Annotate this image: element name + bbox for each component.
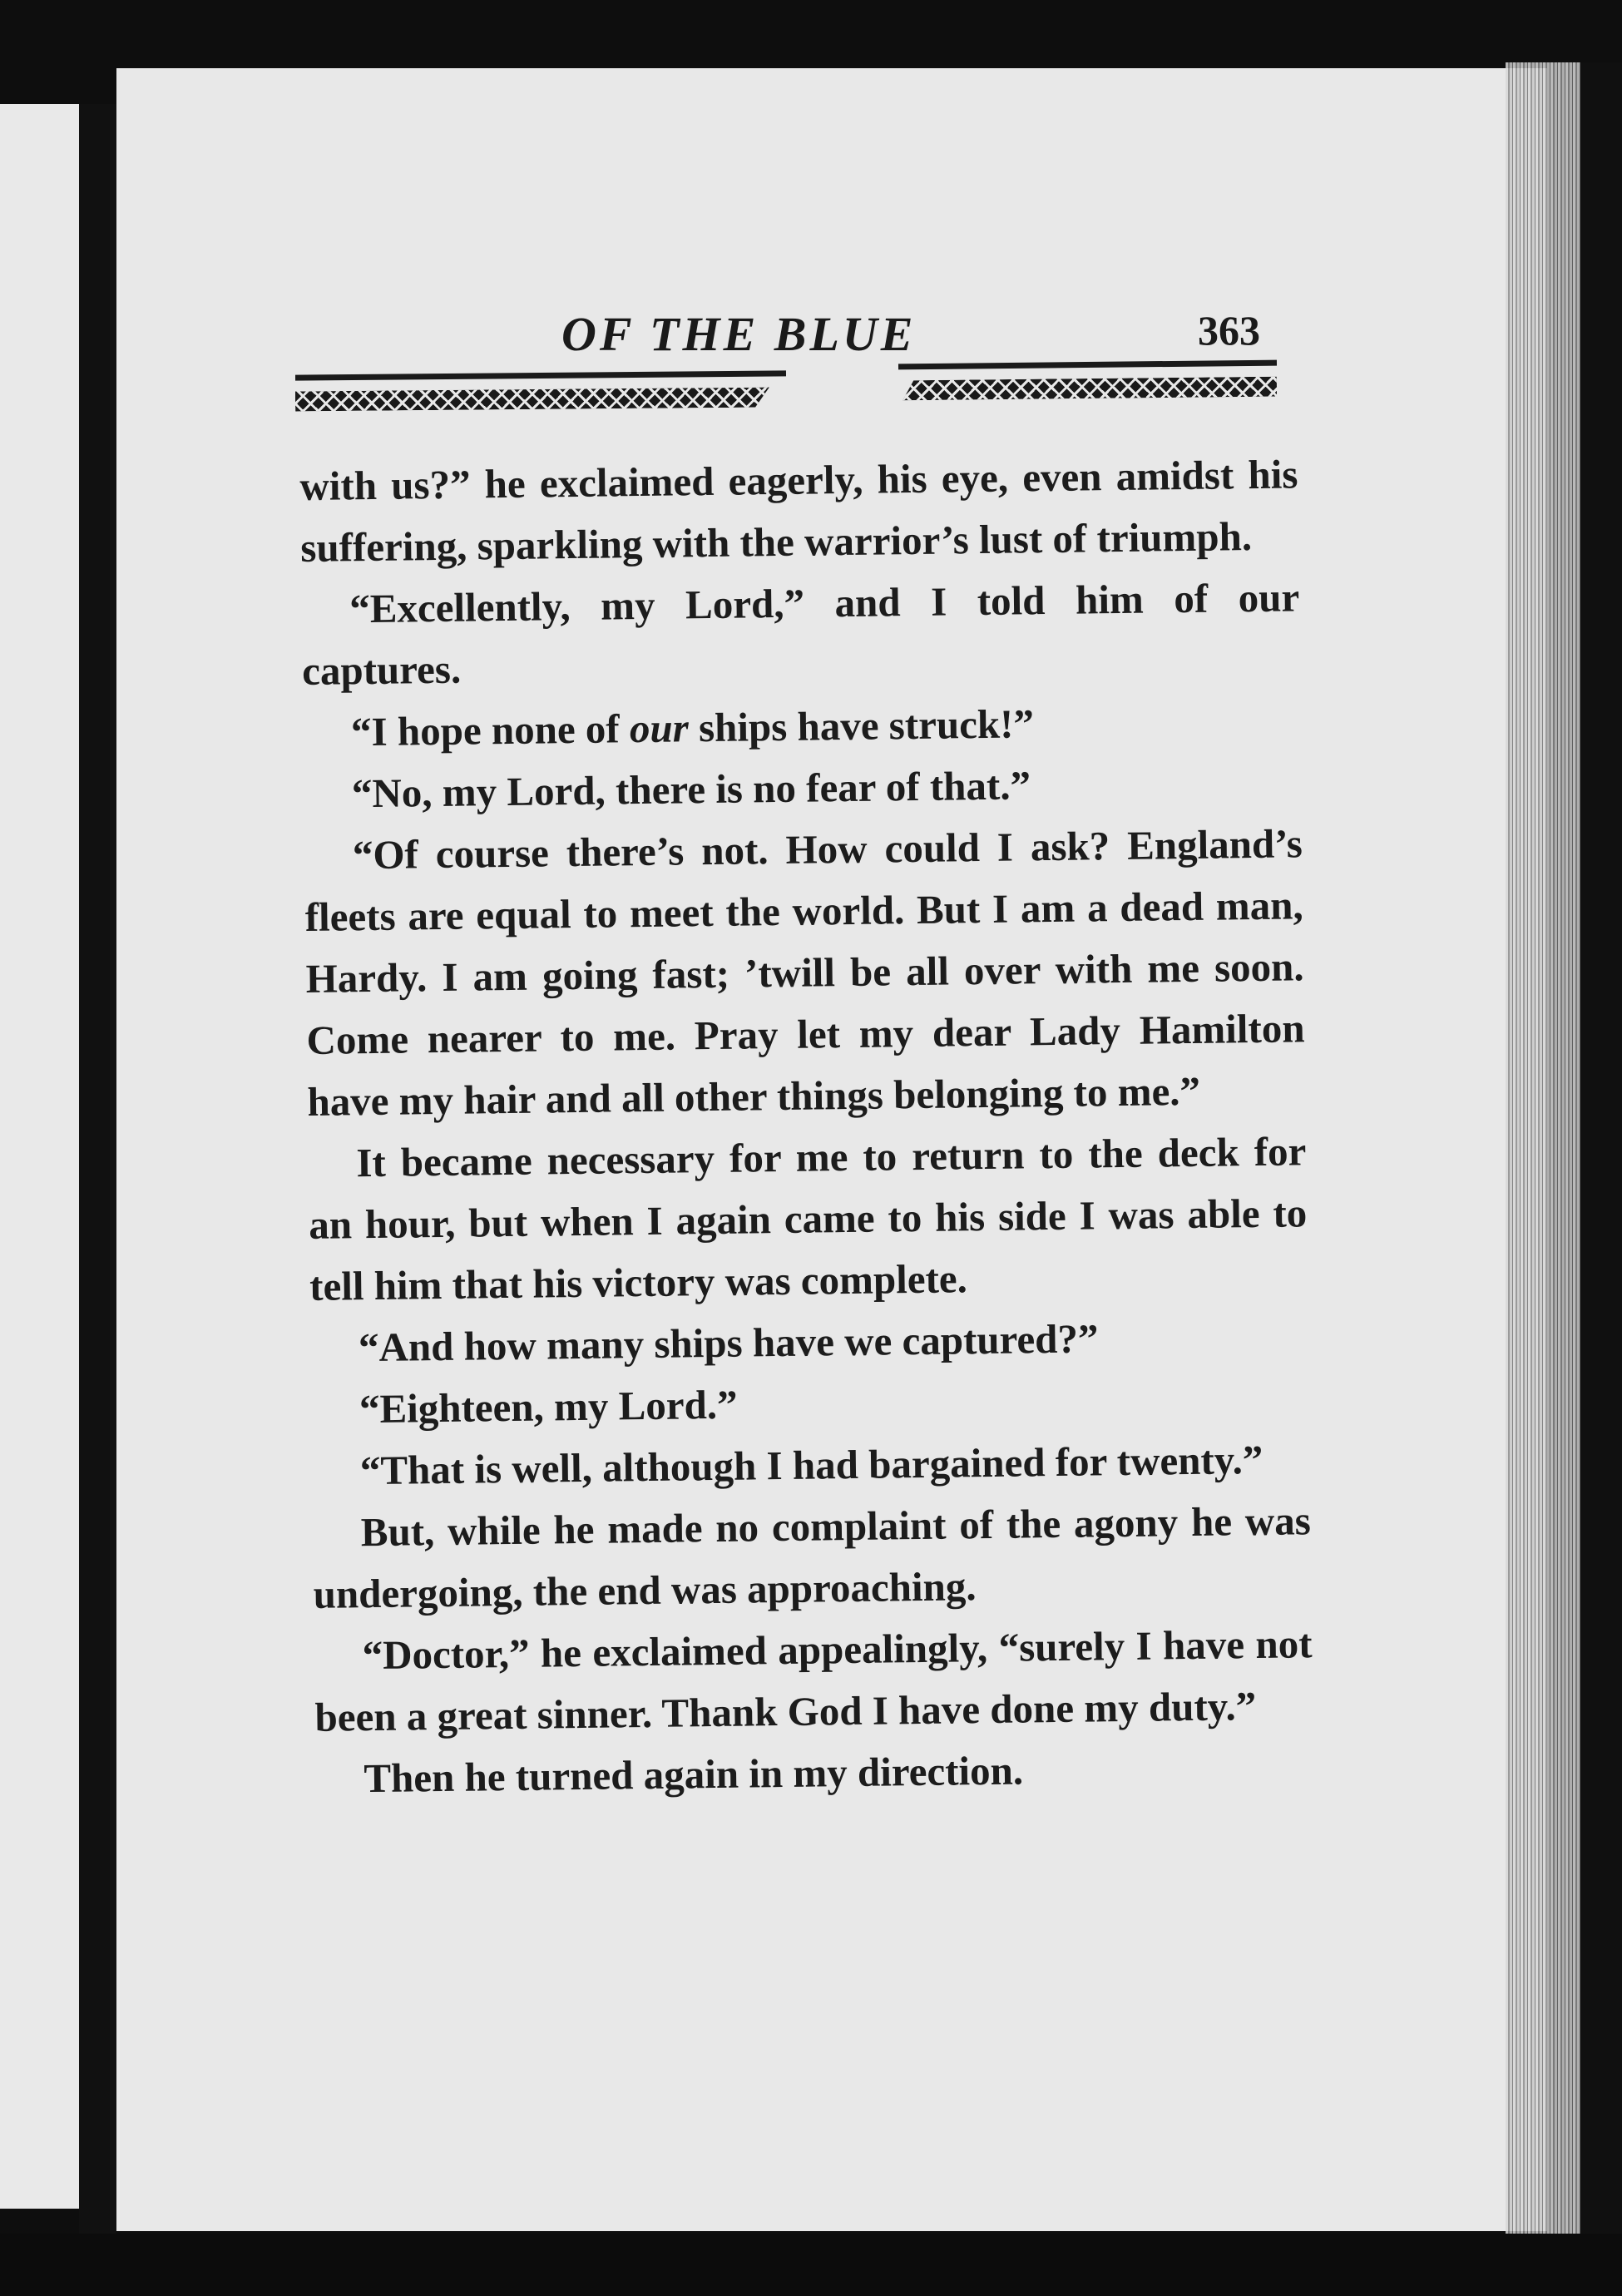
paragraph: It became necessary for me to return to the deck for an hour, but when I again came to his side I was able to tell him that his victory was complete. (308, 1128, 1308, 1309)
header-ornament-left (295, 388, 769, 412)
running-title: OF THE BLUE (561, 307, 917, 361)
paragraph: “Eighteen, my Lord.” (359, 1381, 738, 1433)
emphasized-word: our (629, 705, 690, 752)
paragraph: with us?” he exclaimed eagerly, his eye, even amidst his suffering, sparkling with the warrior’s lust of triumph. (299, 451, 1298, 571)
facing-page-edge (0, 104, 79, 2209)
paragraph: “Doctor,” he exclaimed appealingly, “surely I have not been a great sinner. Thank God I have done my duty.” (314, 1621, 1313, 1740)
page-number: 363 (1198, 307, 1260, 354)
header-ornament-right (902, 377, 1277, 401)
paragraph: “Excellently, my Lord,” and I told him of our captures. (301, 574, 1300, 694)
page-stack-edge (1506, 62, 1580, 2234)
scan-border (1580, 62, 1622, 2234)
paragraph: “That is well, although I had bargained for twenty.” (359, 1436, 1263, 1494)
paragraph: But, while he made no complaint of the agony he was undergoing, the end was approaching. (313, 1497, 1312, 1617)
paragraph: “Of course there’s not. How could I ask? England’s fleets are equal to meet the world. But I am a dead man, Hardy. I am going fast; ’twill be all over with me soon. Come nearer to me. Pray let my dear Lady Hamilton have my hair and all other things belonging to me.” (304, 820, 1305, 1125)
book-gutter (79, 104, 116, 2234)
paragraph-text: ships have struck!” (688, 700, 1035, 751)
body-text (299, 443, 1314, 1810)
paragraph: Then he turned again in my direction. (363, 1747, 1024, 1802)
paragraph-text: “I hope none of (350, 705, 631, 755)
scan-border-bottom (0, 2234, 1622, 2296)
paragraph: “No, my Lord, there is no fear of that.” (351, 762, 1031, 817)
paragraph: “And how many ships have we captured?” (358, 1315, 1099, 1371)
